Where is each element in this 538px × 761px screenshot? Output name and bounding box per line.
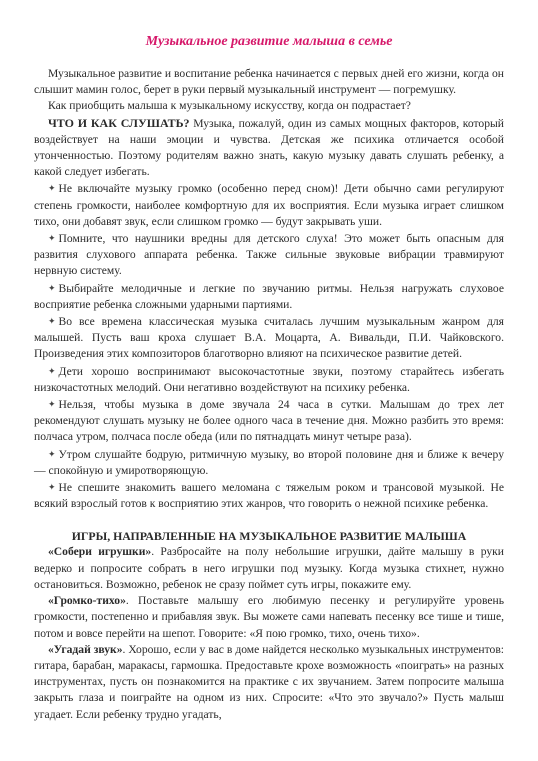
section-spacer [34, 512, 504, 528]
intro-question: Как приобщить малыша к музыкальному искусству, когда он подрастает? [48, 99, 411, 113]
tip-text: Выбирайте мелодичные и легкие по звучанию ритмы. Нельзя нагружать слуховое восприятие ребенка сложными ударными партиями. [34, 281, 504, 311]
tip-item [34, 479, 504, 512]
star-bullet-icon: ✦ [48, 482, 56, 493]
star-bullet-icon: ✦ [48, 282, 56, 293]
game-name: «Угадай звук» [48, 642, 123, 656]
page-title: Музыкальное развитие малыша в семье [145, 34, 393, 49]
star-bullet-icon: ✦ [48, 183, 56, 194]
listen-heading: ЧТО И КАК СЛУШАТЬ? [48, 115, 190, 130]
tip-text: Во все времена классическая музыка считалась лучшим музыкальным жанром для малышей. Пусть ваш кроха слушает В.А. Моцарта, А. Вивальди, П.И. Чайковского. Произведения этих композиторов благотворно влияют на психическое развитие детей. [34, 315, 504, 361]
star-bullet-icon: ✦ [48, 233, 56, 244]
game-item [34, 544, 504, 593]
games-section-heading: ИГРЫ, НАПРАВЛЕННЫЕ НА МУЗЫКАЛЬНОЕ РАЗВИТИЕ МАЛЫША [71, 529, 467, 544]
listen-paragraph [34, 115, 504, 181]
tip-text: Не включайте музыку громко (особенно перед сном)! Дети обычно сами регулируют степень громкости, наиболее комфортную для их восприятия. Если музыка играет слишком тихо, они добавят звук, если слишком громко — будут закрывать уши. [34, 182, 504, 228]
tip-text: Не спешите знакомить вашего меломана с тяжелым роком и трансовой музыкой. Не всякий взрослый готов к восприятию этих жанров, что говорить о нежной психике ребенка. [34, 481, 504, 511]
game-text: . Разбросайте на полу небольшие игрушки, дайте малышу в руки ведерко и попросите собрать в него игрушки под музыку. Когда музыка стихнет, нужно остановиться. Возможно, ребенок не сразу поймет суть игры, покажите ему. [34, 545, 504, 591]
star-bullet-icon: ✦ [48, 365, 56, 376]
game-name: «Громко-тихо» [48, 594, 126, 608]
game-item [34, 642, 504, 723]
tip-item [34, 230, 504, 280]
game-text: . Поставьте малышу его любимую песенку и регулируйте уровень громкости, постепенно и прибавляя звук. Вы можете сами напевать песенку все тише и тише, потом и вовсе перейти на шепот. Говорите: «Я пою громко, тихо, очень тихо». [34, 594, 504, 640]
star-bullet-icon: ✦ [48, 316, 56, 327]
tip-item [34, 446, 504, 479]
listen-text: Музыка, пожалуй, один из самых мощных факторов, который воздействует на наши эмоции и чувства. Детская же психика отличается особой утонченностью. Поэтому родителям важно знать, какую музыку давать слушать ребенку, а какой следует избегать. [34, 116, 504, 179]
tip-item [34, 313, 504, 363]
star-bullet-icon: ✦ [48, 399, 56, 410]
tip-item [34, 396, 504, 446]
game-text: . Хорошо, если у вас в доме найдется несколько музыкальных инструментов: гитара, барабан, маракасы, гармошка. Предоставьте крохе возможность «поиграть» на разных инструментах, пусть он познакомится на практике с их звучанием. Затем попросите малыша закрыть глаза и поиграйте на одном из них. Спросите: «Что это звучало?» Пусть малыш угадает. Если ребенку трудно угадать, [34, 642, 505, 721]
tip-text: Помните, что наушники вредны для детского слуха! Это может быть опасным для развития слухового аппарата ребенка. Также сильные звуковые вибрации травмируют нервную систему. [34, 232, 504, 278]
game-name: «Собери игрушки» [48, 545, 152, 559]
tip-text: Дети хорошо воспринимают высокочастотные звуки, поэтому старайтесь избегать низкочастотных мелодий. Они негативно воздействуют на психику ребенка. [34, 364, 504, 394]
star-bullet-icon: ✦ [48, 448, 56, 459]
tip-item [34, 280, 504, 313]
intro-paragraph: Музыкальное развитие и воспитание ребенка начинается с первых дней его жизни, когда он слышит мамин голос, берет в руки первый музыкальный инструмент — погремушку. [34, 67, 504, 97]
tip-text: Нельзя, чтобы музыка в доме звучала 24 часа в сутки. Малышам до трех лет рекомендуют слушать музыку не более одного часа в течение дня. Можно разбить это время: полчаса утром, полчаса после обеда (или по пятнадцать минут четыре раза). [34, 398, 504, 444]
tip-item [34, 363, 504, 396]
tip-item [34, 180, 504, 230]
tip-text: Утром слушайте бодрую, ритмичную музыку, во второй половине дня и ближе к вечеру — спокойную и умиротворяющую. [34, 447, 504, 477]
game-item [34, 593, 504, 642]
